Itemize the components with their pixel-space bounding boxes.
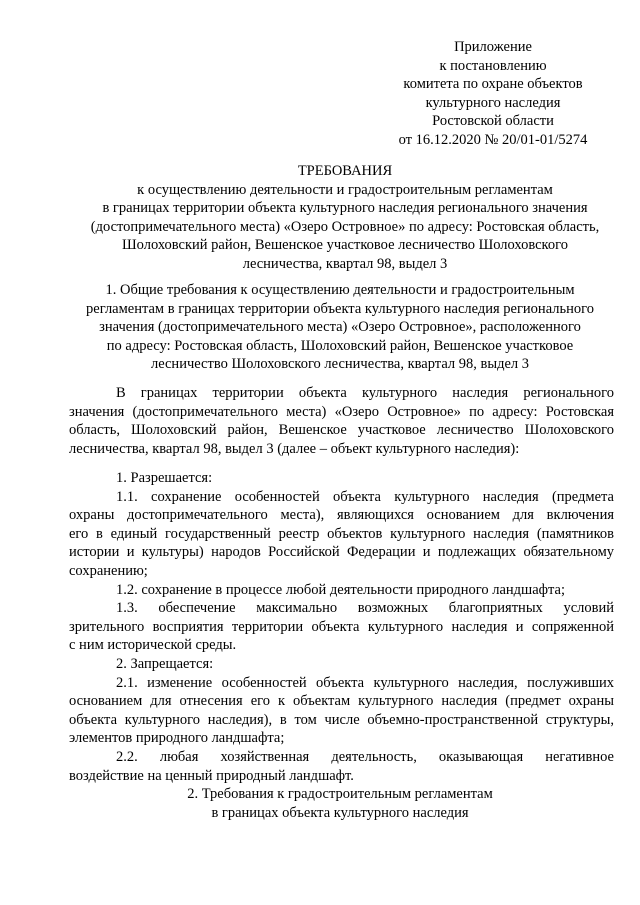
- allowed-section: [69, 469, 614, 655]
- appendix-line: культурного наследия: [425, 94, 561, 111]
- paragraph-line: 1.2. сохранение в процессе любой деятельности природного ландшафта;: [116, 581, 566, 598]
- intro-paragraph: [69, 384, 614, 458]
- paragraph-line: основанием для отнесения его к объектам культурного наследия (предмет охраны: [69, 693, 614, 710]
- paragraph-line: 2.2. любая хозяйственная деятельность, оказывающая негативное: [116, 748, 614, 765]
- paragraph-line: его в единый государственный реестр объектов культурного наследия (памятников: [69, 525, 614, 542]
- section-2-heading: [62, 785, 618, 822]
- paragraph-line: В границах территории объекта культурного наследия регионального: [116, 385, 614, 401]
- title-line: Шолоховский район, Вешенское участковое лесничество Шолоховского: [122, 237, 568, 254]
- title-line: (достопримечательного места) «Озеро Островное» по адресу: Ростовская область,: [90, 218, 600, 235]
- forbidden-section: [69, 655, 614, 785]
- paragraph-line: значения (достопримечательного места) «Озеро Островное» по адресу: Ростовская: [69, 403, 614, 420]
- title-line: в границах территории объекта культурного наследия регионального значения: [102, 200, 588, 217]
- paragraph-line: истории и культуры) народов Российской Федерации и подлежащих обязательному: [69, 544, 614, 561]
- paragraph-line: объекта культурного наследия), в том числе объемно-пространственной структуры,: [69, 711, 614, 728]
- paragraph-line: охраны достопримечательного места), являющихся основанием для включения: [69, 507, 614, 524]
- paragraph-line: сохранению;: [69, 562, 148, 579]
- appendix-line: Приложение: [454, 39, 532, 55]
- paragraph-line: зрительного восприятия территории объекта культурного наследия и сопряженной: [69, 618, 614, 635]
- section-heading-line: лесничество Шолоховского лесничества, квартал 98, выдел 3: [150, 356, 530, 373]
- appendix-block: [373, 38, 613, 150]
- paragraph-line: с ним исторической среды.: [69, 637, 237, 654]
- section-heading-line: 1. Общие требования к осуществлению деятельности и градостроительным: [105, 282, 575, 298]
- appendix-line: к постановлению: [439, 57, 547, 74]
- paragraph-line: 2.1. изменение особенностей объекта культурного наследия, послуживших: [116, 674, 614, 691]
- section-heading-line: 2. Требования к градостроительным регламентам: [187, 786, 493, 802]
- paragraph-line: область, Шолоховский район, Вешенское участковое лесничество Шолоховского: [69, 422, 614, 439]
- paragraph-line: 1.1. сохранение особенностей объекта культурного наследия (предмета: [116, 488, 614, 505]
- paragraph-line: воздействие на ценный природный ландшафт.: [69, 767, 354, 784]
- section-heading-line: в границах объекта культурного наследия: [211, 804, 469, 821]
- paragraph-line: 1.3. обеспечение максимально возможных благоприятных условий: [116, 600, 614, 617]
- paragraph-line: элементов природного ландшафта;: [69, 730, 285, 747]
- forbidden-heading: 2. Запрещается:: [116, 656, 214, 672]
- allowed-heading: 1. Разрешается:: [116, 470, 213, 486]
- section-heading-line: значения (достопримечательного места) «Озеро Островное», расположенного: [99, 319, 581, 336]
- paragraph-line: лесничества, квартал 98, выдел 3 (далее – объект культурного наследия):: [69, 440, 520, 457]
- title-line: к осуществлению деятельности и градостроительным регламентам: [137, 181, 553, 198]
- document-title: ТРЕБОВАНИЯ: [297, 163, 393, 179]
- title-line: лесничества, квартал 98, выдел 3: [242, 255, 448, 272]
- appendix-line: комитета по охране объектов: [403, 76, 583, 93]
- section-1-heading: [62, 281, 618, 374]
- document-title-block: [70, 162, 620, 274]
- section-heading-line: регламентам в границах территории объекта культурного наследия регионального: [86, 300, 594, 317]
- section-heading-line: по адресу: Ростовская область, Шолоховский район, Вешенское участковое: [106, 337, 574, 354]
- appendix-line: Ростовской области: [432, 113, 554, 130]
- appendix-date-line: от 16.12.2020 № 20/01-01/5274: [398, 131, 588, 148]
